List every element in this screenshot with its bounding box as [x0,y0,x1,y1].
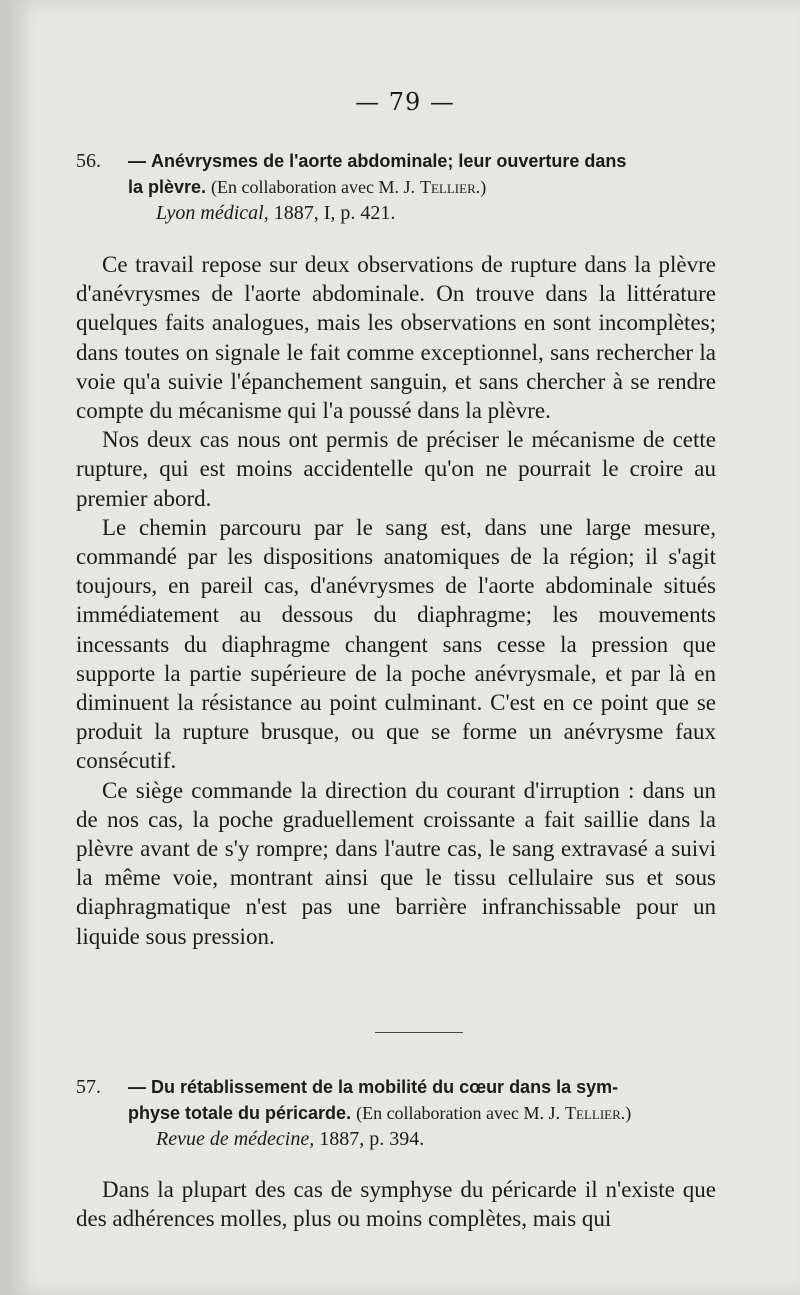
entry-56-title-cont: la plèvre. [128,177,207,197]
entry-57-paragraph-1: Dans la plupart des cas de symphyse du péricarde il n'existe que des adhérences molles, plus ou moins complètes, mais qui [76,1177,716,1232]
entry-56-pages: 1887, I, p. 421. [273,202,396,224]
entry-57-title-line [76,1074,716,1100]
entry-57-title-cont: physe totale du péricarde. [128,1103,352,1123]
entry-56-paragraph-4: Ce siège commande la direction du courant d'irruption : dans un de nos cas, la poche graduellement croissante a fait saillie dans la plèvre avant de s'y rompre; dans l'autre cas, le sang extravasé a suivi la même voie, montrant ainsi que le tissu cellulaire sus et sous diaphragmatique n'est pas une barrière infranchissable pour un liquide sous pression. [76,777,716,949]
entry-56-body [76,250,716,951]
entry-57-collab-prefix: (En collaboration avec M. J. [356,1103,561,1123]
entry-56-paragraph-1: Ce travail repose sur deux observations de rupture dans la plèvre d'anévrysmes de l'aorte abdominale. On trouve dans la littérature quelques faits analogues, mais les observations en sont incomplètes; dans toutes on signale le fait comme exceptionnel, sans rechercher la voie qu'a suivie l'épanchement sanguin, et sans chercher à se rendre compte du mécanisme qui l'a poussé dans la plèvre. [76,252,716,424]
entry-56-collab-prefix: (En collaboration avec M. J. [211,177,415,197]
entry-56-paragraph-3: Le chemin parcouru par le sang est, dans une large mesure, commandé par les dispositions anatomiques de la région; il s'agit toujours, en pareil cas, d'anévrysmes de l'aorte abdominale situés immédiatement au dessous du diaphragme; les mouvements incessants du diaphragme changent sans cesse la pression que supporte la partie supérieure de la poche anévrysmale, et par là en diminuent la résistance au point culminant. C'est en ce point que se produit la rupture brusque, ou que se forme un anévrysme faux consécutif. [76,514,716,774]
entry-57-collab-suffix: ) [625,1103,632,1123]
entry-57-heading [76,1074,716,1152]
entry-56-collab-suffix: ) [480,177,487,197]
entry-56-title: Anévrysmes de l'aorte abdominale; leur ouverture dans [151,151,627,171]
entry-56-title-line [76,148,716,174]
entry-57-collab-name: Tellier. [565,1103,626,1123]
entry-57-pages: 1887, p. 394. [319,1128,425,1150]
entry-57-title: Du rétablissement de la mobilité du cœur dans la sym- [151,1077,619,1097]
entry-57-journal: Revue de médecine, [156,1128,315,1150]
entry-56-citation [76,200,716,226]
entry-56-number: 56. [76,150,101,172]
entry-56-paragraph-2: Nos deux cas nous ont permis de préciser le mécanisme de cette rupture, qui est moins accidentelle qu'on ne pourrait le croire au premier abord. [76,427,716,511]
entry-57-dash: — [128,1077,146,1097]
entry-56-journal: Lyon médical, [156,202,269,224]
entry-56-collab-name: Tellier. [419,177,481,197]
book-page [10,0,800,1295]
entry-56-title-cont-line [76,174,716,200]
entry-57-body [76,1175,716,1233]
entry-56-heading [76,148,716,226]
entry-57-citation [76,1126,716,1152]
entry-57-title-cont-line [76,1100,716,1126]
entry-57-number: 57. [76,1076,101,1098]
section-separator [375,1032,463,1033]
page-number: — 79 — [355,88,455,116]
entry-56-dash: — [128,151,146,171]
